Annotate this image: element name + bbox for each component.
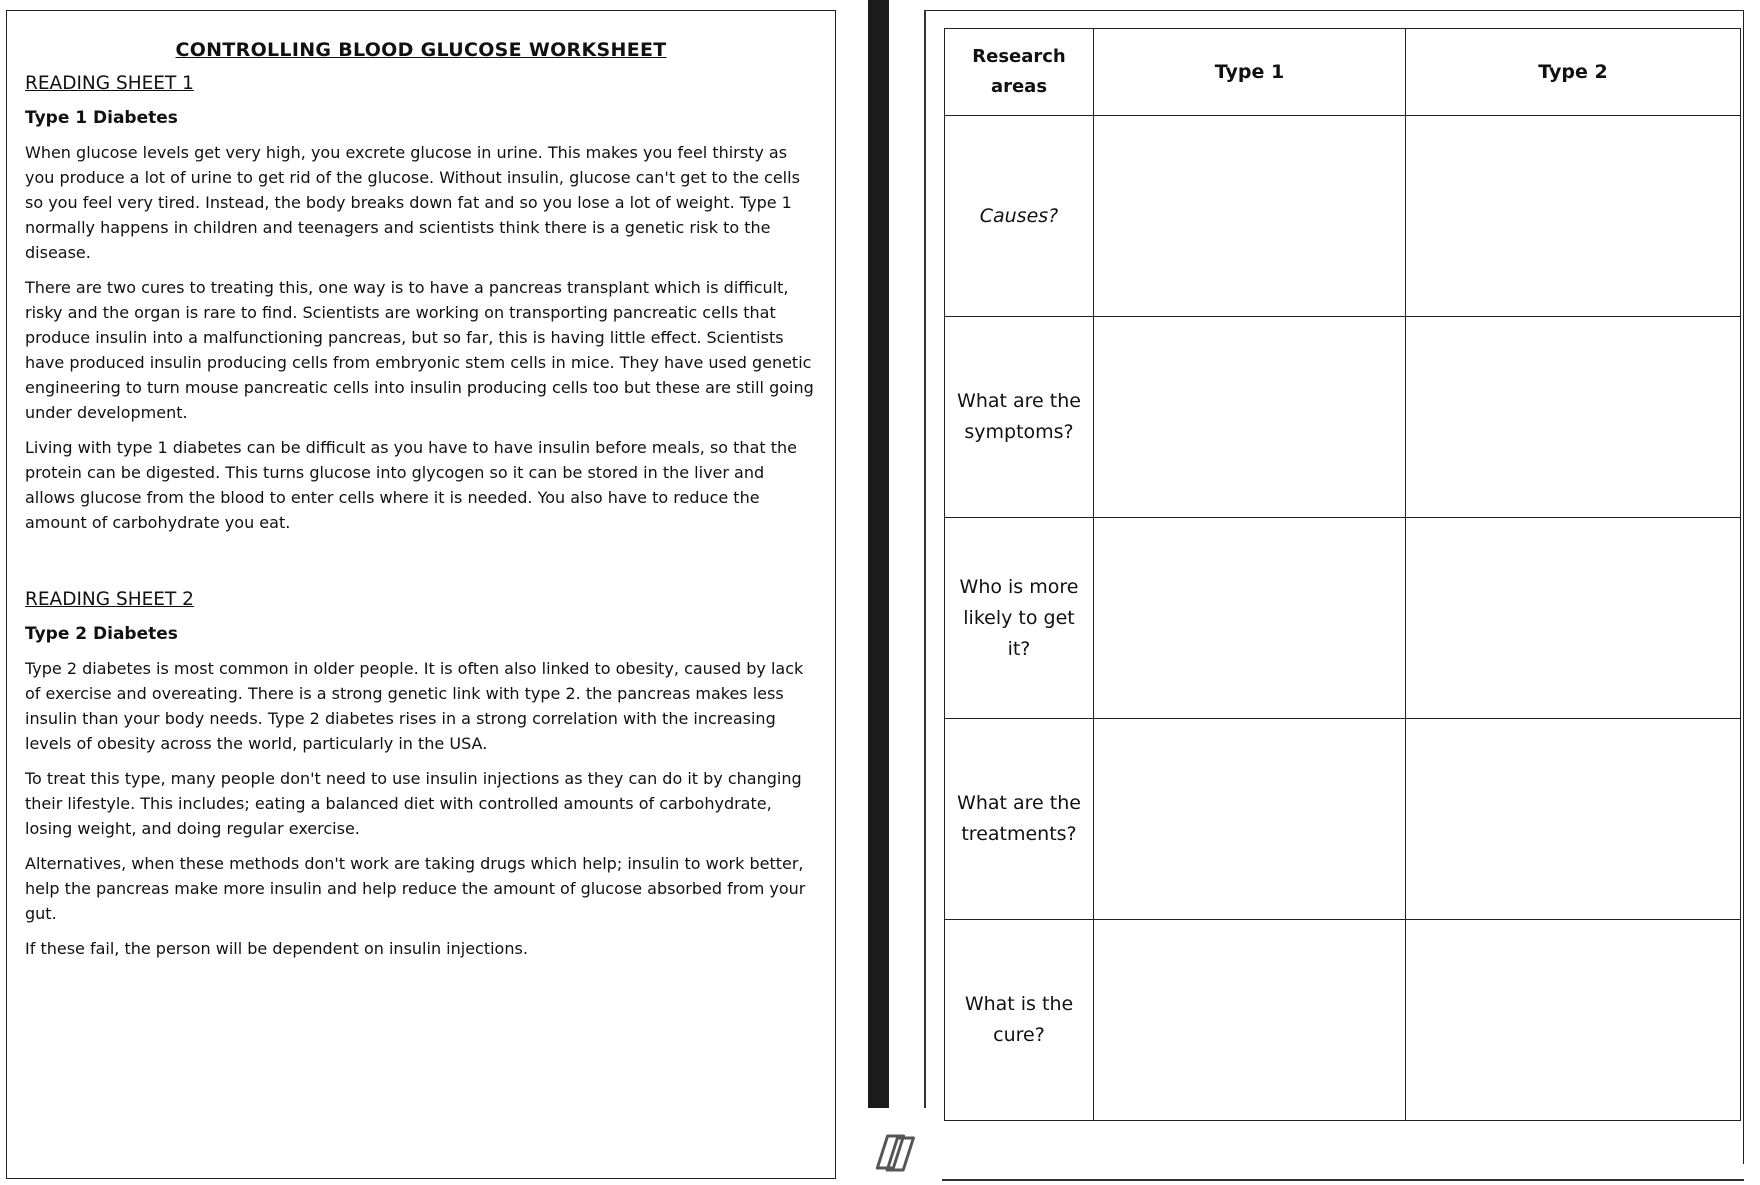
reading-sheet-1-heading: READING SHEET 1 [25,73,194,94]
row-label-symptoms: What are the symptoms? [945,317,1094,518]
copilot-logo-icon [874,1130,924,1175]
bottom-rule [942,1179,1744,1181]
row-label-causes: Causes? [945,116,1094,317]
type-2-answer-cell[interactable] [1406,116,1741,317]
header-research-areas: Research areas [945,29,1094,116]
sheet1-paragraph: Living with type 1 diabetes can be difficult as you have to have insulin before meals, so that the protein can be digested. This turns glucose into glycogen so it can be stored in the liver and allows glucose from the blood to enter cells where it is needed. You also have to reduce the amount of carbohydrate you eat. [25,438,797,532]
type-1-answer-cell[interactable] [1094,116,1406,317]
row-label-cure: What is the cure? [945,920,1094,1121]
type-2-heading: Type 2 Diabetes [25,624,178,644]
type-2-answer-cell[interactable] [1406,719,1741,920]
table-header-row [945,29,1741,116]
worksheet-title: CONTROLLING BLOOD GLUCOSE WORKSHEET [175,39,667,61]
sheet1-paragraph: There are two cures to treating this, one way is to have a pancreas transplant which is difficult, risky and the organ is rare to find. Scientists are working on transporting pancreatic cells that produce insulin into a malfunctioning pancreas, but so far, this is having little effect. Scientists have produced insulin producing cells from embryonic stem cells in mice. They have used genetic engineering to turn mouse pancreatic cells into insulin producing cells too but these are still going under development. [25,278,814,422]
sheet2-paragraph: If these fail, the person will be dependent on insulin injections. [25,939,528,958]
sheet2-paragraph: Alternatives, when these methods don't work are taking drugs which help; insulin to work better, help the pancreas make more insulin and help reduce the amount of glucose absorbed from your gut. [25,854,806,923]
table-row [945,719,1741,920]
research-table [944,28,1741,1121]
sheet2-paragraph: Type 2 diabetes is most common in older people. It is often also linked to obesity, caused by lack of exercise and overeating. There is a strong genetic link with type 2. the pancreas makes less insulin than your body needs. Type 2 diabetes rises in a strong correlation with the increasing levels of obesity across the world, particularly in the USA. [25,659,804,753]
type-1-answer-cell[interactable] [1094,518,1406,719]
row-label-who-likely: Who is more likely to get it? [945,518,1094,719]
table-row [945,317,1741,518]
type-2-answer-cell[interactable] [1406,920,1741,1121]
table-row [945,920,1741,1121]
reading-sheet-2-heading: READING SHEET 2 [25,589,194,610]
type-1-heading: Type 1 Diabetes [25,108,178,128]
type-2-answer-cell[interactable] [1406,317,1741,518]
page-divider-bar [868,0,889,1108]
type-2-answer-cell[interactable] [1406,518,1741,719]
table-row [945,116,1741,317]
type-1-answer-cell[interactable] [1094,719,1406,920]
sheet2-paragraph: To treat this type, many people don't need to use insulin injections as they can do it by changing their lifestyle. This includes; eating a balanced diet with controlled amounts of carbohydrate, losing weight, and doing regular exercise. [25,769,802,838]
row-label-treatments: What are the treatments? [945,719,1094,920]
header-type-2: Type 2 [1406,29,1741,116]
type-1-answer-cell[interactable] [1094,317,1406,518]
header-type-1: Type 1 [1094,29,1406,116]
type-1-answer-cell[interactable] [1094,920,1406,1121]
sheet1-paragraph: When glucose levels get very high, you excrete glucose in urine. This makes you feel thirsty as you produce a lot of urine to get rid of the glucose. Without insulin, glucose can't get to the cells so you feel very tired. Instead, the body breaks down fat and so you lose a lot of weight. Type 1 normally happens in children and teenagers and scientists think there is a genetic risk to the disease. [25,143,800,262]
table-row [945,518,1741,719]
section-spacer [25,545,817,589]
reading-page [6,10,836,1179]
